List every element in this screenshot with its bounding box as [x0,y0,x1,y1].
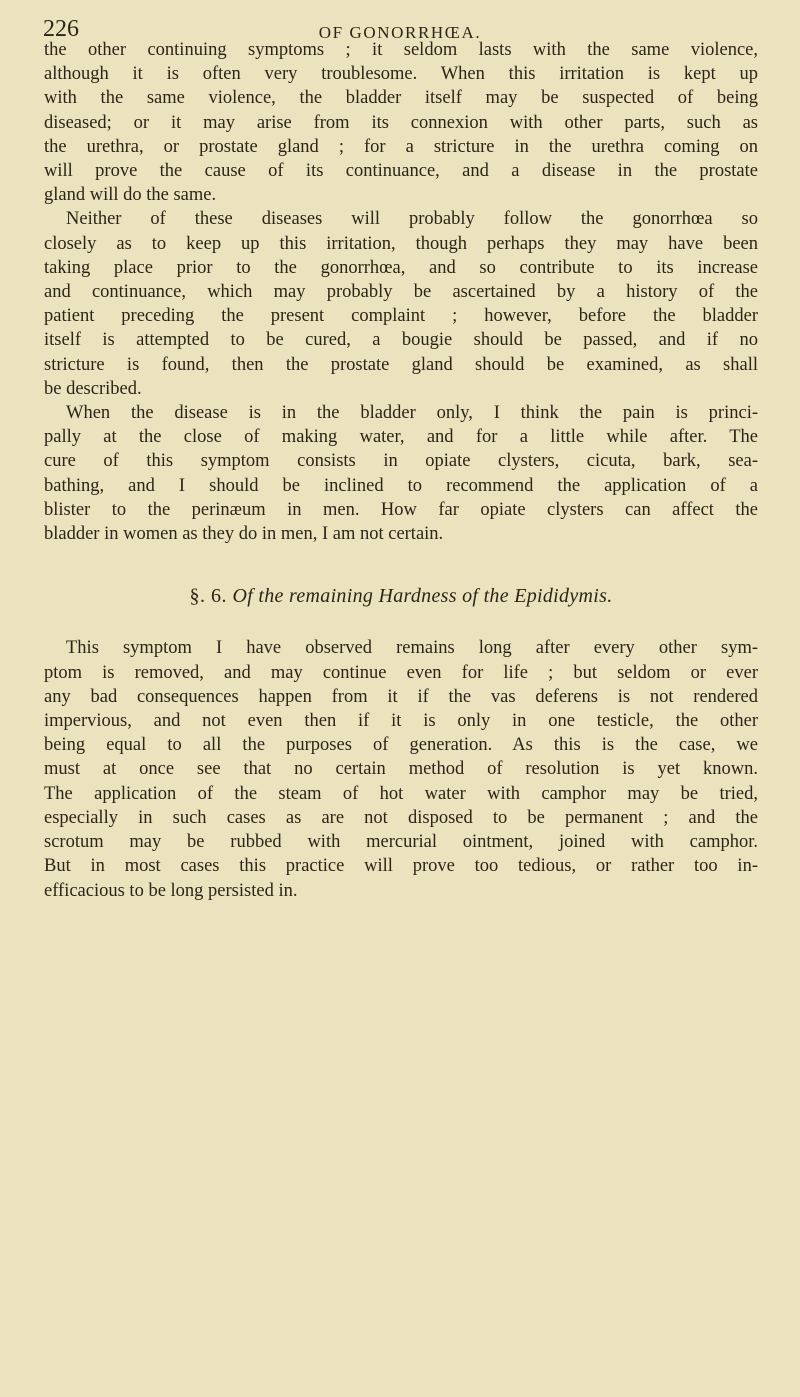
text-line: gland will do the same. [44,185,217,206]
page-body [44,38,758,903]
text-line: itself is attempted to be cured, a bougie should be passed, and if no [44,330,758,351]
text-line: But in most cases this practice will prove too tedious, or rather too in- [44,856,758,877]
text-line: When the disease is in the bladder only, I think the pain is princi- [66,403,758,424]
running-title: OF GONORRHŒA. [318,23,482,42]
paragraph [44,636,758,902]
text-line: efficacious to be long persisted in. [44,880,298,901]
text-line: closely as to keep up this irritation, though perhaps they may have been [44,233,758,254]
text-line: bladder in women as they do in men, I am not certain. [44,524,444,545]
text-line: blister to the perinæum in men. How far opiate clysters can affect the [44,499,758,520]
text-line: and continuance, which may probably be ascertained by a history of the [44,282,758,303]
text-line: be described. [44,378,142,399]
paragraph [44,207,758,401]
text-line: cure of this symptom consists in opiate clysters, cicuta, bark, sea- [44,451,758,472]
section-paragraphs [44,636,758,902]
text-line: Neither of these diseases will probably follow the gonorrhœa so [66,209,758,230]
text-line: especially in such cases as are not disposed to be permanent ; and the [44,807,758,828]
text-line: will prove the cause of its continuance, and a disease in the prostate [44,161,758,182]
text-line: The application of the steam of hot water with camphor may be tried, [44,783,758,804]
text-line: stricture is found, then the prostate gland should be examined, as shall [44,354,758,375]
text-line: diseased; or it may arise from its connexion with other parts, such as [44,112,758,133]
text-line: must at once see that no certain method of resolution is yet known. [44,759,758,780]
text-line: patient preceding the present complaint ; however, before the bladder [44,306,758,327]
paragraph [44,401,758,546]
section-title: Of the remaining Hardness of the Epididymis. [232,585,613,608]
text-line: impervious, and not even then if it is only in one testicle, the other [44,711,758,732]
text-line: pally at the close of making water, and for a little while after. The [44,427,758,448]
text-line: being equal to all the purposes of generation. As this is the case, we [44,735,758,756]
section-heading [44,584,758,608]
text-line: scrotum may be rubbed with mercurial ointment, joined with camphor. [44,832,758,853]
text-line: bathing, and I should be inclined to recommend the application of a [44,475,758,496]
paragraphs [44,38,758,546]
text-line: This symptom I have observed remains long after every other sym- [66,638,758,659]
text-line: the urethra, or prostate gland ; for a stricture in the urethra coming on [44,136,758,157]
text-line: with the same violence, the bladder itself may be suspected of being [44,88,758,109]
text-line: taking place prior to the gonorrhœa, and so contribute to its increase [44,257,758,278]
text-line: although it is often very troublesome. When this irritation is kept up [44,64,758,85]
paragraph [44,38,758,207]
text-line: ptom is removed, and may continue even for life ; but seldom or ever [44,662,758,683]
text-line: any bad consequences happen from it if the vas deferens is not rendered [44,686,758,707]
section-number: §. 6. [189,585,227,608]
page-number: 226 [43,16,79,42]
text-line: the other continuing symptoms ; it seldom lasts with the same violence, [44,40,758,60]
